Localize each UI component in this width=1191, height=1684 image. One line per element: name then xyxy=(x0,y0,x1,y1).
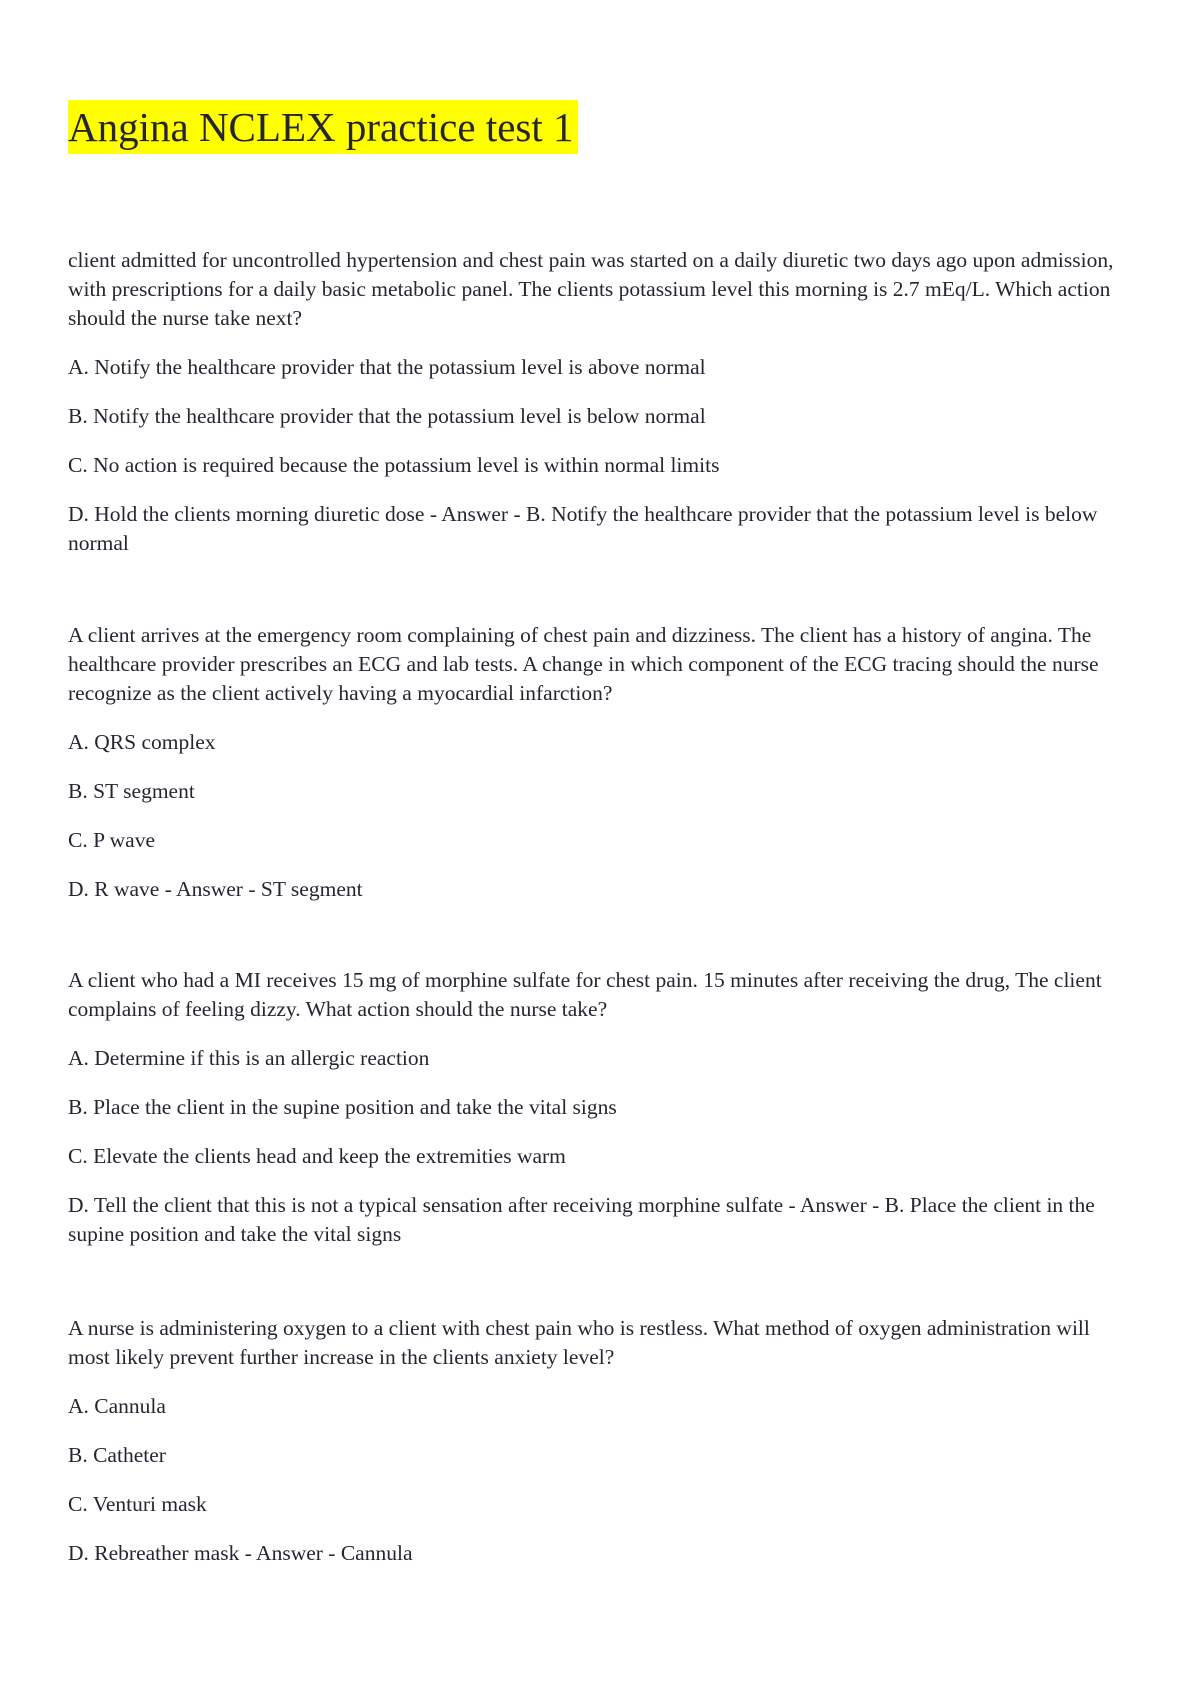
answer-option: D. Tell the client that this is not a typical sensation after receiving morphine sulfate - Answer - B. Place the client in the supine position and take the vital signs xyxy=(68,1193,1095,1246)
answer-option: C. P wave xyxy=(68,828,155,852)
answer-option: A. Determine if this is an allergic reaction xyxy=(68,1046,430,1070)
answer-option: D. Rebreather mask - Answer - Cannula xyxy=(68,1541,413,1565)
answer-option: C. Venturi mask xyxy=(68,1492,207,1516)
question-4 xyxy=(68,1314,1128,1588)
answer-option: C. No action is required because the potassium level is within normal limits xyxy=(68,453,720,477)
answer-option: A. Notify the healthcare provider that the potassium level is above normal xyxy=(68,355,706,379)
question-1 xyxy=(68,246,1128,578)
document-title: Angina NCLEX practice test 1 xyxy=(68,100,578,154)
answer-option: B. Notify the healthcare provider that the potassium level is below normal xyxy=(68,404,706,428)
question-stem: A nurse is administering oxygen to a client with chest pain who is restless. What method of oxygen administration will most likely prevent further increase in the clients anxiety level? xyxy=(68,1316,1090,1369)
answer-option: A. Cannula xyxy=(68,1394,166,1418)
answer-option: B. ST segment xyxy=(68,779,195,803)
answer-option: A. QRS complex xyxy=(68,730,216,754)
question-stem: client admitted for uncontrolled hypertension and chest pain was started on a daily diuretic two days ago upon admission, with prescriptions for a daily basic metabolic panel. The clients potassium level this morning is 2.7 mEq/L. Which action should the nurse take next? xyxy=(68,248,1114,330)
answer-option: D. Hold the clients morning diuretic dose - Answer - B. Notify the healthcare provider that the potassium level is below normal xyxy=(68,502,1098,555)
answer-option: C. Elevate the clients head and keep the extremities warm xyxy=(68,1144,566,1168)
question-stem: A client arrives at the emergency room complaining of chest pain and dizziness. The client has a history of angina. The healthcare provider prescribes an ECG and lab tests. A change in which component of the ECG tracing should the nurse recognize as the client actively having a myocardial infarction? xyxy=(68,623,1099,705)
answer-option: B. Place the client in the supine position and take the vital signs xyxy=(68,1095,617,1119)
question-stem: A client who had a MI receives 15 mg of morphine sulfate for chest pain. 15 minutes after receiving the drug, The client complains of feeling dizzy. What action should the nurse take? xyxy=(68,968,1102,1021)
answer-option: D. R wave - Answer - ST segment xyxy=(68,877,363,901)
question-3 xyxy=(68,966,1128,1269)
question-2 xyxy=(68,621,1128,924)
answer-option: B. Catheter xyxy=(68,1443,166,1467)
